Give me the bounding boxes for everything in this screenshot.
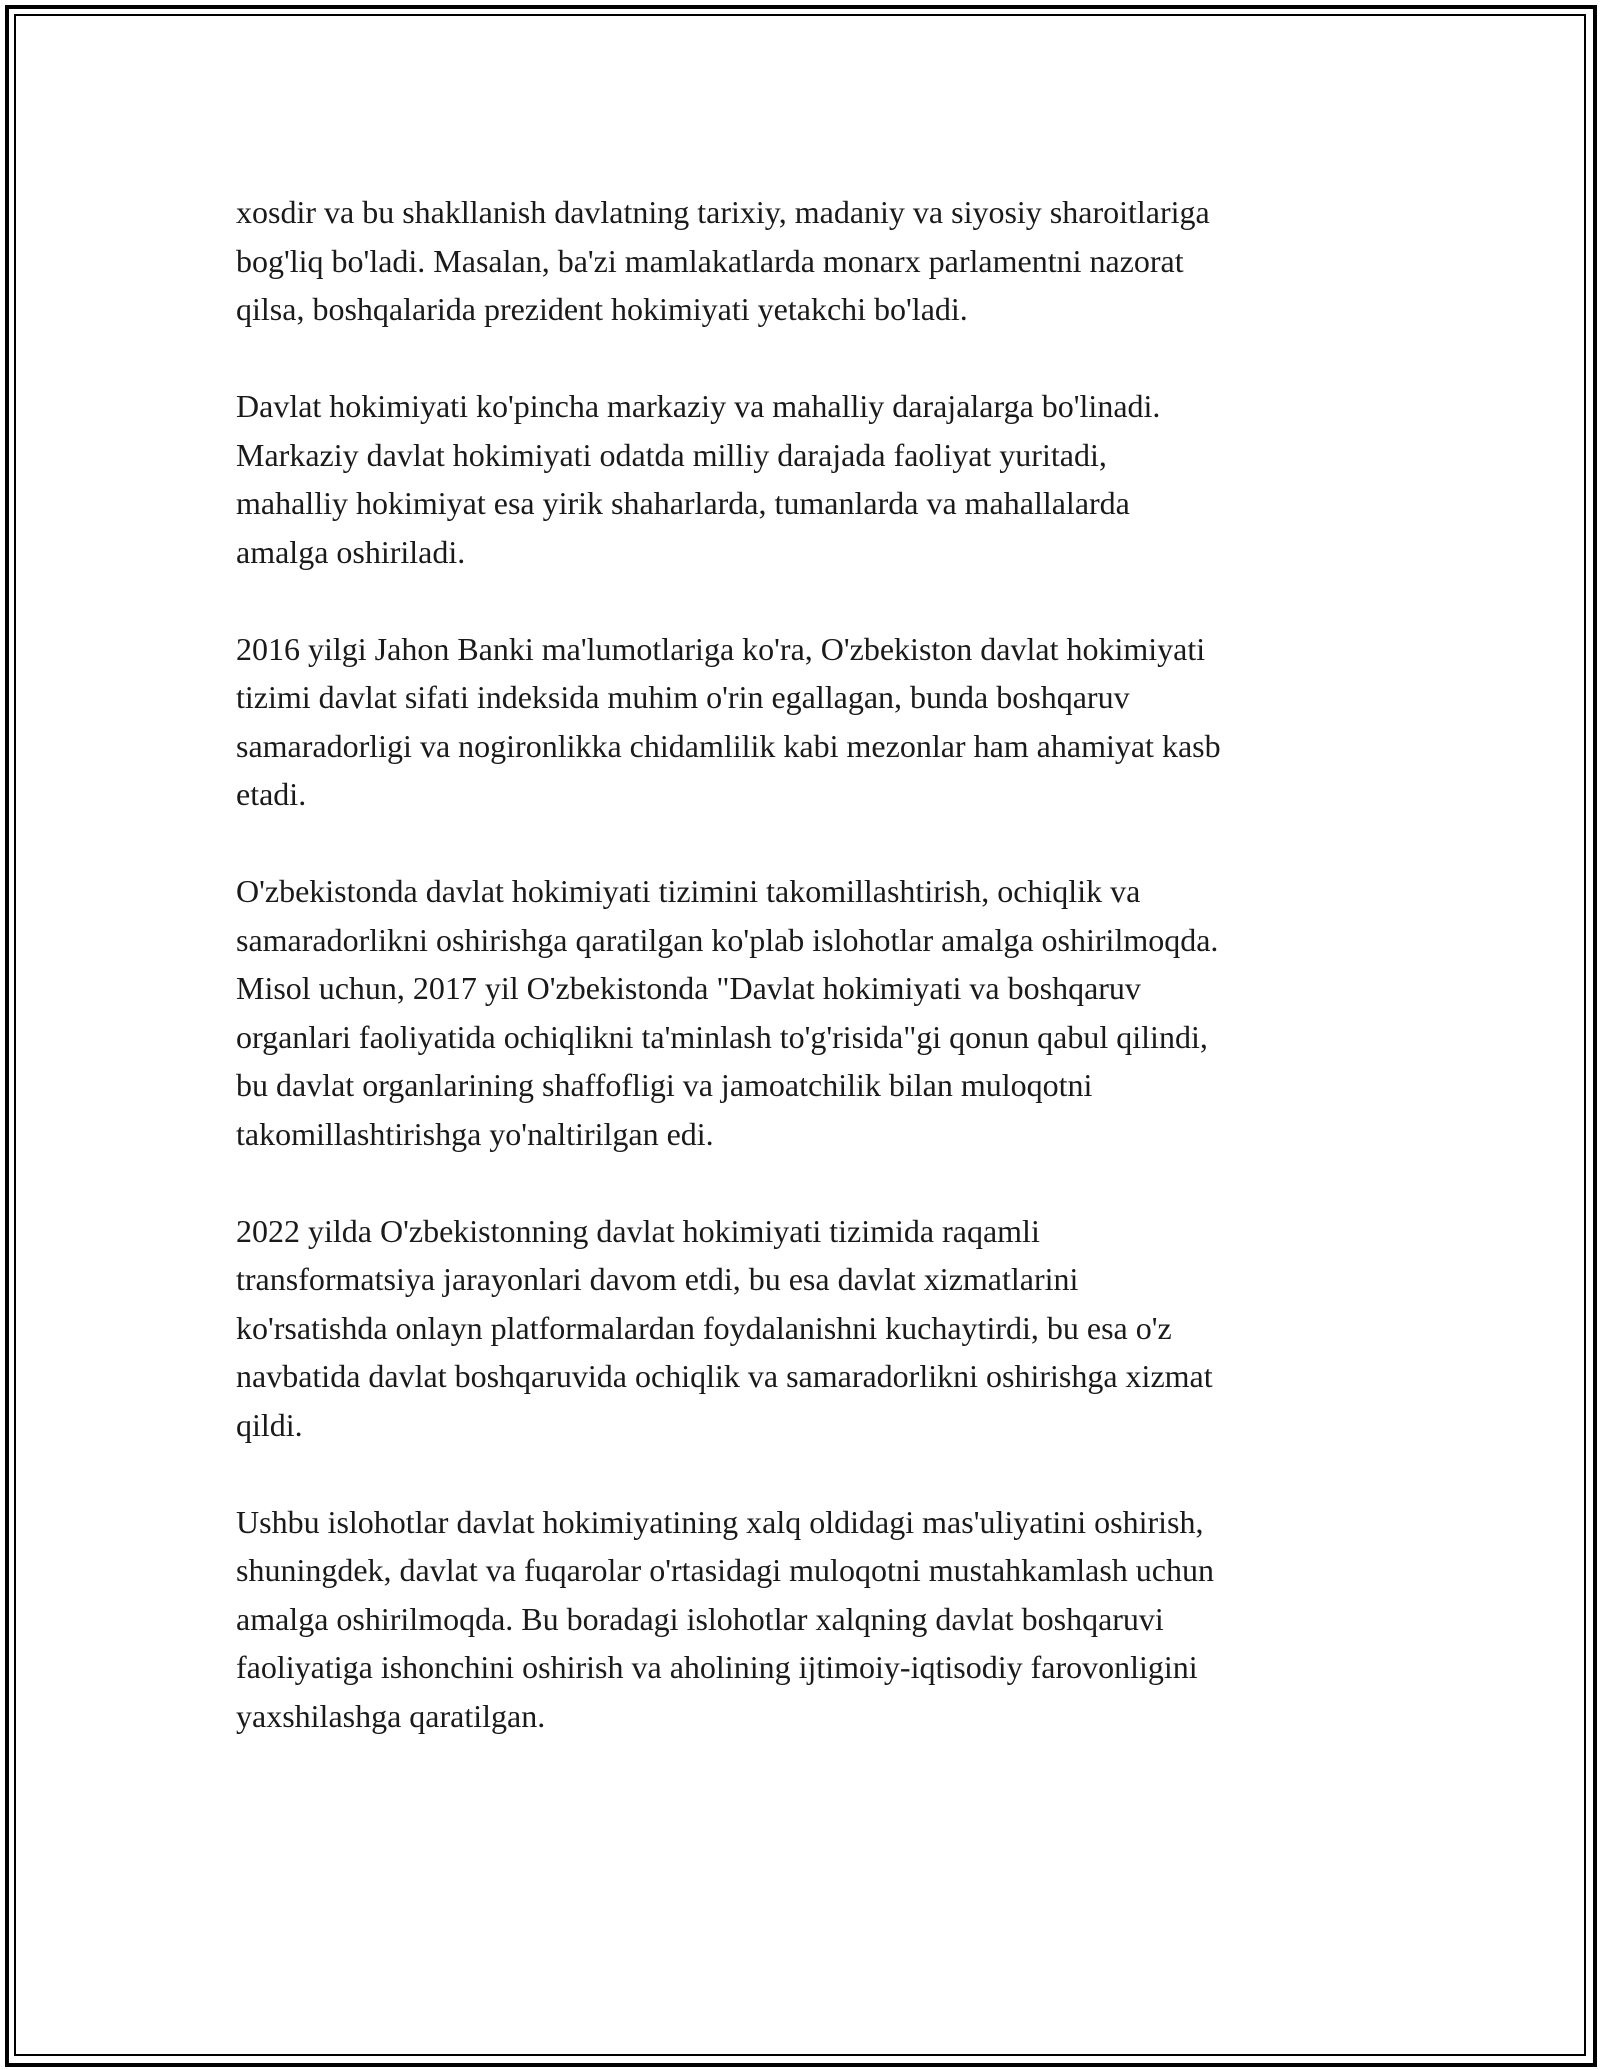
paragraph: Ushbu islohotlar davlat hokimiyatining xalq oldidagi mas'uliyatini oshirish, shuningdek, davlat va fuqarolar o'rtasidagi muloqotni mustahkamlash uchun amalga oshirilmoqda. Bu boradagi islohotlar xalqning davlat boshqaruvi faoliyatiga ishonchini oshirish va aholining ijtimoiy-iqtisodiy farovonligini yaxshilashga qaratilgan. [236,1503,1214,1734]
paragraph: xosdir va bu shakllanish davlatning tarixiy, madaniy va siyosiy sharoitlariga bog'liq bo'ladi. Masalan, ba'zi mamlakatlarda monarx parlamentni nazorat qilsa, boshqalarida prezident hokimiyati yetakchi bo'ladi. [236,194,1210,327]
paragraph: 2022 yilda O'zbekistonning davlat hokimiyati tizimida raqamli transformatsiya jarayonlari davom etdi, bu esa davlat xizmatlarini ko'rsatishda onlayn platformalardan foydalanishni kuchaytirdi, bu esa o'z navbatida davlat boshqaruvida ochiqlik va samaradorlikni oshirishga xizmat qildi. [236,1212,1213,1443]
document-body [236,188,1386,1789]
paragraph: O'zbekistonda davlat hokimiyati tizimini takomillashtirish, ochiqlik va samaradorlikni oshirishga qaratilgan ko'plab islohotlar amalga oshirilmoqda. Misol uchun, 2017 yil O'zbekistonda "Davlat hokimiyati va boshqaruv organlari faoliyatida ochiqlikni ta'minlash to'g'risida"gi qonun qabul qilindi, bu davlat organlarining shaffofligi va jamoatchilik bilan muloqotni takomillashtirishga yo'naltirilgan edi. [236,873,1219,1152]
paragraph: 2016 yilgi Jahon Banki ma'lumotlariga ko'ra, O'zbekiston davlat hokimiyati tizimi davlat sifati indeksida muhim o'rin egallagan, bunda boshqaruv samaradorligi va nogironlikka chidamlilik kabi mezonlar ham ahamiyat kasb etadi. [236,630,1221,812]
paragraph: Davlat hokimiyati ko'pincha markaziy va mahalliy darajalarga bo'linadi. Markaziy davlat hokimiyati odatda milliy darajada faoliyat yuritadi, mahalliy hokimiyat esa yirik shaharlarda, tumanlarda va mahallalarda amalga oshiriladi. [236,388,1161,570]
